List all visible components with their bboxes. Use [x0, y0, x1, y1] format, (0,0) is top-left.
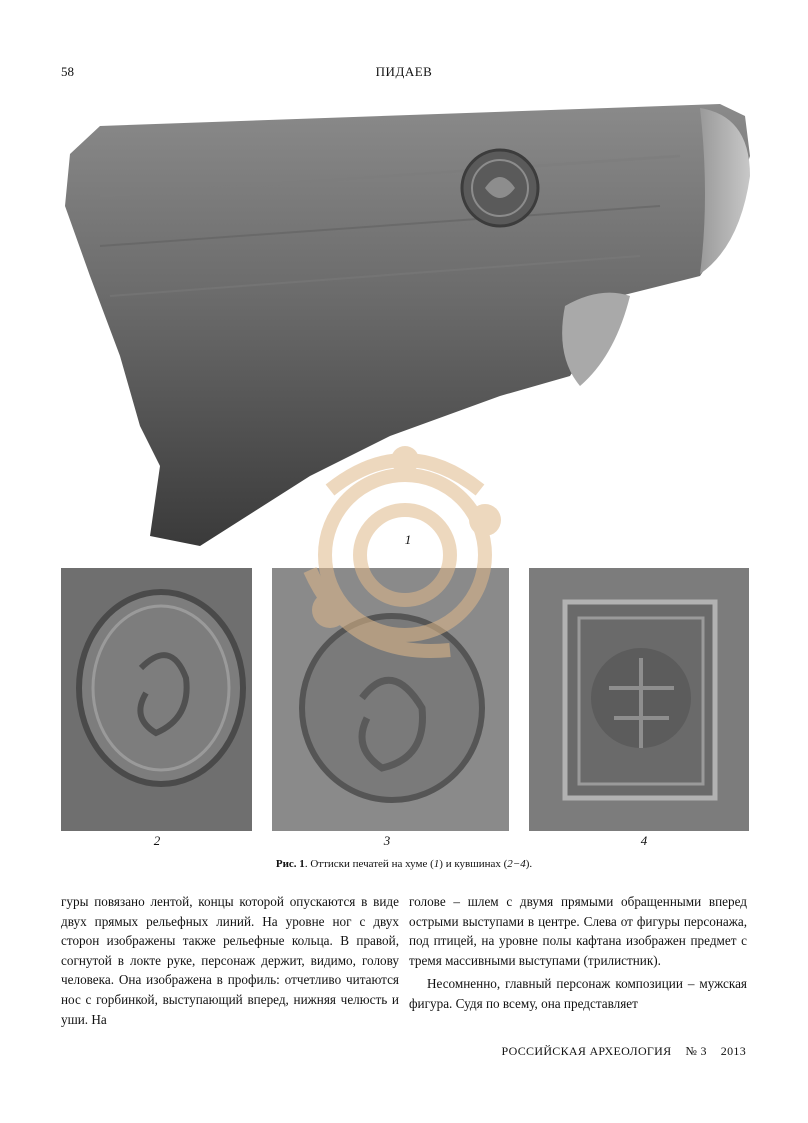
watermark-logo-icon — [270, 430, 540, 680]
footer — [502, 1044, 746, 1059]
figure-photo-seal-2 — [61, 568, 252, 831]
panel-label-4: 4 — [640, 833, 648, 848]
footer-journal: РОССИЙСКАЯ АРХЕОЛОГИЯ — [501, 1044, 672, 1058]
figure-caption — [0, 858, 808, 870]
running-title: ПИДАЕВ — [375, 64, 433, 79]
left-column-paragraph: гуры повязано лентой, концы которой опускаются в виде двух прямых рельефных линий. На уровне ног с двух сторон изображены также рельефные кольца. В правой, согнутой в локте руке, персонаж держит, видимо, голову человека. Она изображена в профиль: отчетливо читаются нос с горбинкой, выступающий вперед, нижняя челюсть и уши. На — [61, 894, 399, 1027]
figure-caption-mid: ) и кувшинах ( — [439, 858, 508, 870]
figure-caption-text: . Оттиски печатей на хуме ( — [304, 858, 434, 870]
page-number: 58 — [61, 64, 74, 79]
left-column — [61, 892, 399, 1029]
figure-caption-ref2: 2−4 — [507, 858, 526, 870]
right-column-paragraph-2: Несомненно, главный персонаж композиции – мужская фигура. Судя по всему, она представляет — [409, 976, 747, 1011]
figure-caption-end: ). — [525, 858, 533, 870]
footer-issue: № 3 — [685, 1044, 707, 1058]
panel-label-2: 2 — [153, 833, 161, 848]
figure-caption-prefix: Рис. 1 — [275, 858, 305, 870]
figure-caption-ref1: 1 — [433, 858, 440, 870]
footer-year: 2013 — [720, 1044, 746, 1058]
panel-label-3: 3 — [383, 833, 391, 848]
right-column — [409, 892, 747, 1014]
panel-label-1: 1 — [404, 532, 412, 547]
figure-photo-seal-4 — [529, 568, 749, 831]
right-column-paragraph-1: голове – шлем с двумя прямыми обращенными вперед острыми выступами в центре. Слева от фигуры персонажа, под птицей, на уровне полы кафтана изображен предмет с тремя массивными выступами (трилистник). — [409, 894, 747, 968]
